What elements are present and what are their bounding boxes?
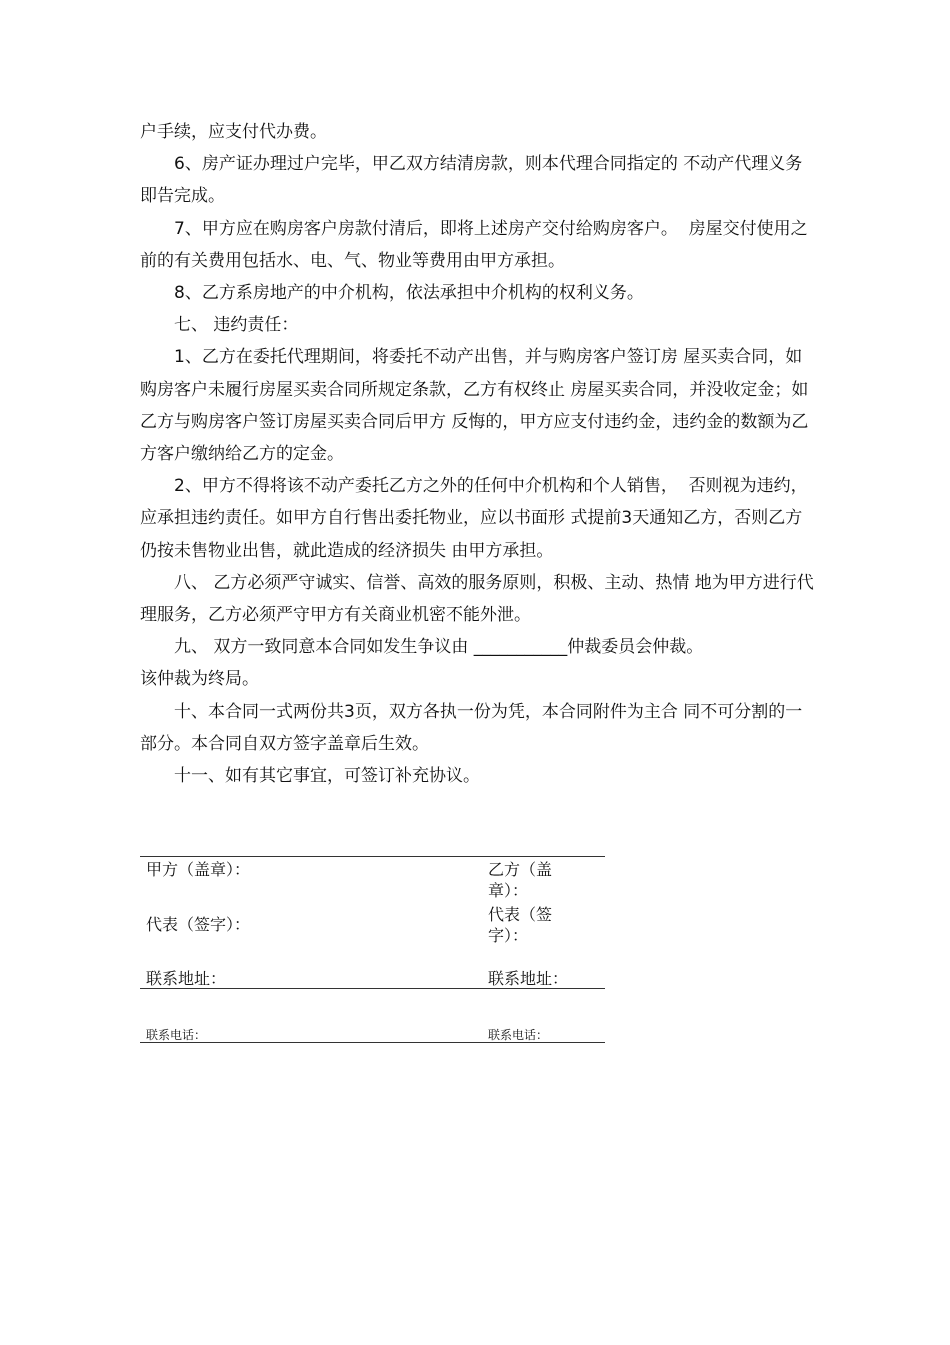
contract-body xyxy=(140,116,815,792)
clause-8-agency: 8、乙方系房地产的中介机构，依法承担中介机构的权利义务。 xyxy=(174,283,644,304)
section-10-copies: 十、本合同一式两份共3页，双方各执一份为凭，本合同附件为主合 同不可分割的一部分。本合同自双方签字盖章后生效。 xyxy=(140,701,803,754)
clause-6-certificate: 6、房产证办理过户完毕，甲乙双方结清房款，则本代理合同指定的 不动产代理义务即告完成。 xyxy=(140,154,803,207)
table-top-rule xyxy=(140,856,605,857)
clause-breach-2: 2、甲方不得将该不动产委托乙方之外的任何中介机构和个人销售， 否则视为违约，应承担违约责任。如甲方自行售出委托物业，应以书面形 式提前3天通知乙方，否则乙方仍按未售物业出售，就此造成的经济损失 由甲方承担。 xyxy=(140,476,808,561)
party-b-address-label: 联系地址： xyxy=(488,969,569,988)
paragraph-transfer-fee: 户手续，应支付代办费。 xyxy=(140,122,327,142)
clause-breach-1: 1、乙方在委托代理期间，将委托不动产出售，并与购房客户签订房 屋买卖合同，如购房客户未履行房屋买卖合同所规定条款，乙方有权终止 房屋买卖合同，并没收定金；如乙方与购房客户签订房屋买卖合同后甲方 反悔的，甲方应支付违约金，违约金的数额为乙方客户缴纳给乙方的定金。 xyxy=(140,347,809,465)
signature-table xyxy=(140,856,605,1044)
section-8-service: 八、 乙方必须严守诚实、信誉、高效的服务原则，积极、主动、热情 地为甲方进行代理服务，乙方必须严守甲方有关商业机密不能外泄。 xyxy=(140,572,814,626)
section-11-supplement: 十一、如有其它事宜，可签订补充协议。 xyxy=(174,766,480,787)
party-a-rep-label: 代表（签字）： xyxy=(146,915,251,934)
party-b-rep-label: 代表（签字）： xyxy=(488,905,553,945)
party-b-phone-label: 联系电话： xyxy=(488,1028,549,1042)
party-b-seal-label: 乙方（盖章）： xyxy=(488,860,553,900)
table-bottom-rule xyxy=(140,1042,605,1043)
section-7-heading: 七、 违约责任： xyxy=(174,315,299,336)
clause-7-delivery: 7、甲方应在购房客户房款付清后，即将上述房产交付给购房客户。 房屋交付使用之前的有关费用包括水、电、气、物业等费用由甲方承担。 xyxy=(140,218,808,271)
party-a-phone-label: 联系电话： xyxy=(146,1028,207,1042)
party-a-seal-label: 甲方（盖章）： xyxy=(146,860,251,879)
arbitration-final: 该仲裁为终局。 xyxy=(140,669,259,690)
party-a-address-label: 联系地址： xyxy=(146,969,227,988)
table-middle-rule xyxy=(140,988,605,989)
section-9-arbitration: 九、 双方一致同意本合同如发生争议由 ___________仲裁委员会仲裁。 xyxy=(174,637,704,658)
